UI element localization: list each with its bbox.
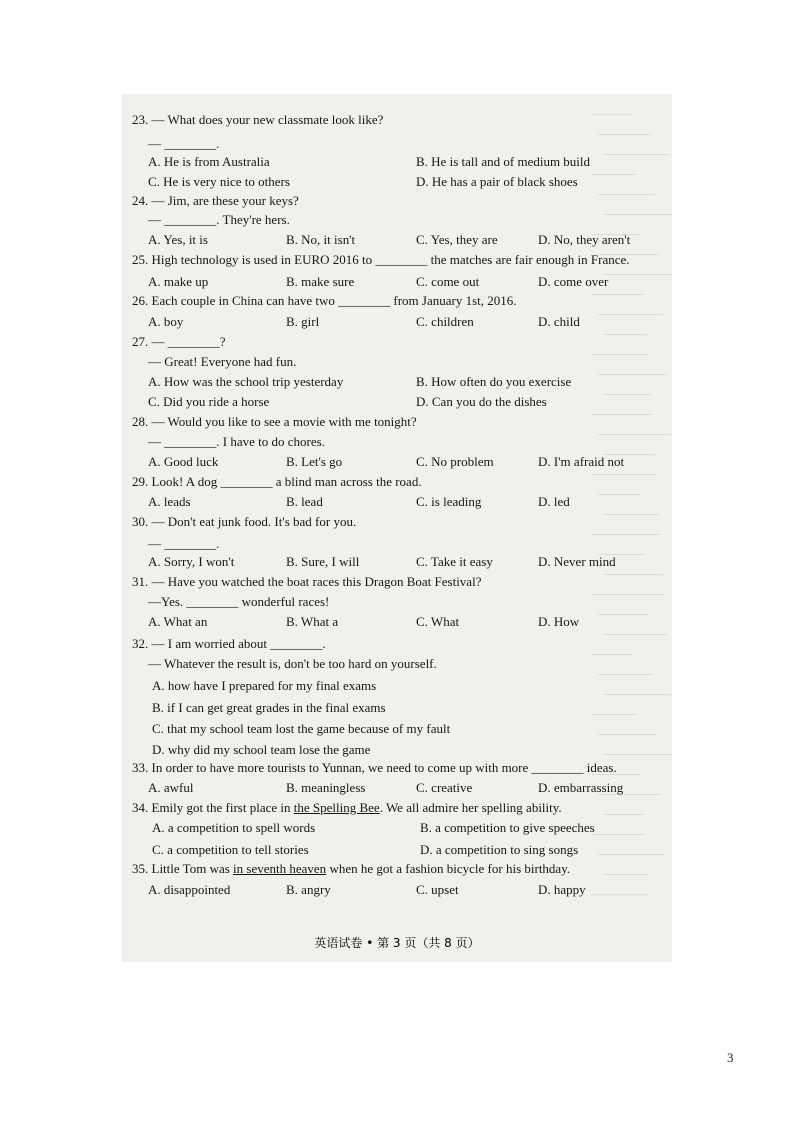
bleed-line (592, 414, 652, 415)
question-stem: 26. Each couple in China can have two ________ from January 1st, 2016. (132, 293, 517, 308)
bleed-line (604, 634, 667, 635)
question-stem: 31. — Have you watched the boat races this Dragon Boat Festival? (132, 574, 482, 589)
answer-option: D. How (538, 614, 580, 629)
answer-option: C. is leading (416, 494, 482, 509)
bleed-line (604, 814, 644, 815)
dialogue-reply: — ________. I have to do chores. (148, 434, 325, 449)
question-stem (132, 800, 562, 816)
question-stem: 29. Look! A dog ________ a blind man across the road. (132, 474, 422, 489)
answer-option: D. why did my school team lose the game (152, 742, 371, 757)
answer-option: A. He is from Australia (148, 154, 270, 169)
dialogue-reply: — ________. They're hers. (148, 212, 290, 227)
bleed-line (592, 654, 633, 655)
answer-option: B. make sure (286, 274, 355, 289)
answer-option: D. No, they aren't (538, 232, 631, 247)
answer-option: C. He is very nice to others (148, 174, 290, 189)
bleed-line (604, 214, 672, 215)
bleed-line (598, 194, 655, 195)
bleed-line (604, 334, 647, 335)
bleed-line (592, 294, 644, 295)
bleed-line (598, 314, 663, 315)
answer-option: D. led (538, 494, 570, 509)
answer-option: B. lead (286, 494, 323, 509)
dialogue-reply: — Whatever the result is, don't be too hard on yourself. (148, 656, 437, 671)
question-stem: 23. — What does your new classmate look like? (132, 112, 384, 127)
bleed-line (604, 874, 648, 875)
bleed-line (592, 714, 637, 715)
bleed-through-text (592, 94, 672, 962)
answer-option: B. girl (286, 314, 320, 329)
question-stem: 27. — ________? (132, 334, 226, 349)
answer-option: B. What a (286, 614, 339, 629)
answer-option: C. children (416, 314, 474, 329)
answer-option: A. leads (148, 494, 191, 509)
bleed-line (592, 594, 664, 595)
answer-option: D. Never mind (538, 554, 616, 569)
dialogue-reply: — ________. (148, 136, 220, 151)
question-stem: 24. — Jim, are these your keys? (132, 193, 299, 208)
bleed-line (592, 114, 632, 115)
answer-option: D. embarrassing (538, 780, 624, 795)
answer-option: C. upset (416, 882, 459, 897)
stem-text: when he got a fashion bicycle for his birthday. (326, 861, 571, 876)
dialogue-reply: — Great! Everyone had fun. (148, 354, 297, 369)
bleed-line (592, 354, 648, 355)
stem-text: 34. Emily got the first place in (132, 800, 294, 815)
question-stem: 30. — Don't eat junk food. It's bad for you. (132, 514, 357, 529)
answer-option: A. Yes, it is (148, 232, 208, 247)
stem-text: 35. Little Tom was (132, 861, 234, 876)
answer-option: C. No problem (416, 454, 494, 469)
bleed-line (592, 474, 656, 475)
answer-option: B. No, it isn't (286, 232, 356, 247)
answer-option: D. come over (538, 274, 609, 289)
bleed-line (598, 734, 656, 735)
answer-option: D. He has a pair of black shoes (416, 174, 578, 189)
bleed-line (598, 674, 652, 675)
answer-option: D. happy (538, 882, 586, 897)
bleed-line (592, 834, 645, 835)
bleed-line (598, 614, 648, 615)
underlined-phrase: in seventh heaven (233, 861, 327, 876)
answer-option: A. disappointed (148, 882, 231, 897)
question-stem: 25. High technology is used in EURO 2016 to ________ the matches are fair enough in France. (132, 252, 630, 267)
answer-option: B. if I can get great grades in the final exams (152, 700, 386, 715)
answer-option: C. What (416, 614, 460, 629)
answer-option: A. a competition to spell words (152, 820, 316, 835)
answer-option: C. Yes, they are (416, 232, 498, 247)
bleed-line (598, 494, 640, 495)
question-stem: 32. — I am worried about ________. (132, 636, 326, 651)
answer-option: B. a competition to give speeches (420, 820, 595, 835)
answer-option: B. Let's go (286, 454, 343, 469)
bleed-line (598, 134, 651, 135)
answer-option: B. angry (286, 882, 331, 897)
stem-text: . We all admire her spelling ability. (379, 800, 562, 815)
scanned-exam-page (122, 94, 672, 962)
question-stem: 28. — Would you like to see a movie with me tonight? (132, 414, 417, 429)
answer-option: D. I'm afraid not (538, 454, 625, 469)
answer-option: A. Good luck (148, 454, 219, 469)
question-stem (132, 861, 570, 877)
bleed-line (604, 754, 672, 755)
answer-option: A. boy (148, 314, 184, 329)
answer-option: C. creative (416, 780, 473, 795)
answer-option: C. that my school team lost the game because of my fault (152, 721, 451, 736)
dialogue-reply: —Yes. ________ wonderful races! (148, 594, 330, 609)
bleed-line (604, 274, 672, 275)
answer-option: D. child (538, 314, 580, 329)
bleed-line (604, 574, 663, 575)
question-stem: 33. In order to have more tourists to Yunnan, we need to come up with more ________ ideas. (132, 760, 617, 775)
answer-option: C. Did you ride a horse (148, 394, 270, 409)
bleed-line (604, 514, 659, 515)
answer-option: A. make up (148, 274, 209, 289)
page-number: 3 (727, 1050, 734, 1065)
page-footer: 英语试卷 • 第 3 页（共 8 页） (314, 936, 480, 950)
dialogue-reply: — ________. (148, 536, 220, 551)
answer-option: B. meaningless (286, 780, 366, 795)
answer-option: C. come out (416, 274, 480, 289)
answer-option: A. how have I prepared for my final exams (152, 678, 377, 693)
answer-option: D. a competition to sing songs (420, 842, 579, 857)
answer-option: B. Sure, I will (286, 554, 360, 569)
bleed-line (598, 374, 667, 375)
bleed-line (592, 894, 649, 895)
answer-option: C. a competition to tell stories (152, 842, 309, 857)
bleed-line (604, 694, 671, 695)
answer-option: C. Take it easy (416, 554, 493, 569)
answer-option: B. He is tall and of medium build (416, 154, 591, 169)
bleed-line (598, 434, 671, 435)
bleed-line (598, 854, 664, 855)
bleed-line (604, 394, 651, 395)
answer-option: A. What an (148, 614, 208, 629)
answer-option: A. How was the school trip yesterday (148, 374, 344, 389)
answer-option: A. awful (148, 780, 194, 795)
bleed-line (592, 534, 660, 535)
bleed-line (604, 154, 670, 155)
answer-option: B. How often do you exercise (416, 374, 572, 389)
answer-option: D. Can you do the dishes (416, 394, 547, 409)
answer-option: A. Sorry, I won't (148, 554, 235, 569)
bleed-line (592, 174, 636, 175)
underlined-phrase: the Spelling Bee (293, 800, 380, 815)
